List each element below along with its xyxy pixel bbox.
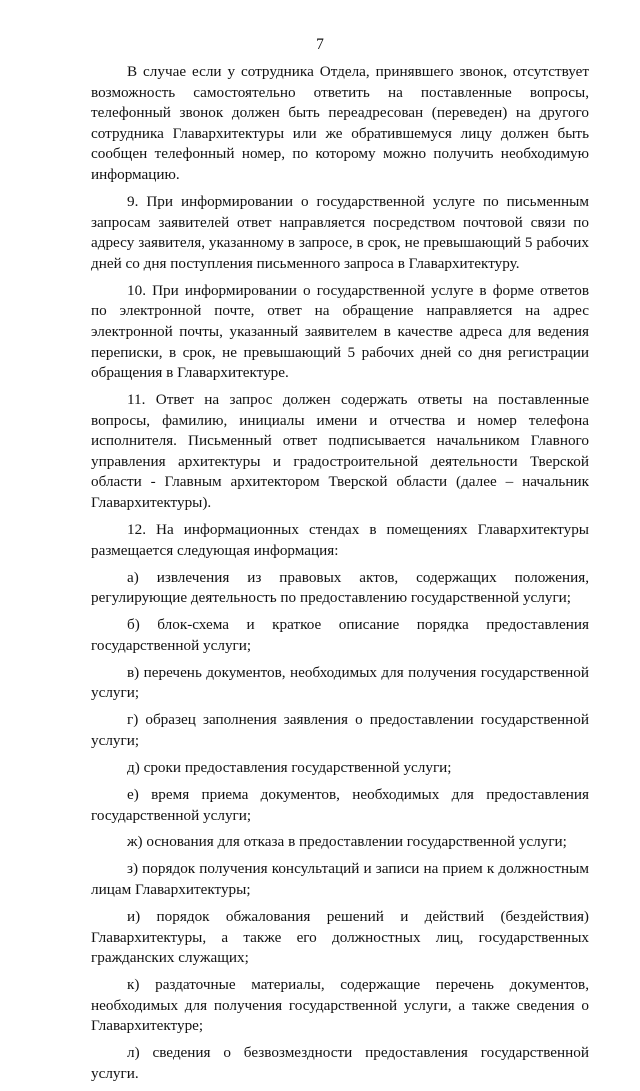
- list-item-b: б) блок-схема и краткое описание порядка предоставления государственной услуги;: [91, 616, 589, 654]
- list-item-z: з) порядок получения консультаций и записи на прием к должностным лицам Главархитектуры;: [91, 860, 589, 899]
- paragraph-9-written-requests: 9. При информировании о государственной услуге по письменным запросам заявителей ответ направляется посредством почтовой связи по адресу заявителя, указанному в запросе, в срок, не превышающий 5 рабочих дней со дня поступления письменного запроса в Главархитектуру.: [91, 192, 589, 272]
- paragraph-11-response-content: 11. Ответ на запрос должен содержать ответы на поставленные вопросы, фамилию, инициалы имени и отчества и номер телефона исполнителя. Письменный ответ подписывается начальником Главного управления архитектуры и градостроительной деятельности Тверской области - Главным архитектором Тверской области (далее – начальник Главархитектуры).: [91, 391, 589, 512]
- paragraph-10-email-requests: 10. При информировании о государственной услуге в форме ответов по электронной почте, ответ на обращение направляется на адрес электронной почты, указанный заявителем в качестве адреса для ведения переписки, в срок, не превышающий 5 рабочих дней со дня регистрации обращения в Главархитектуре.: [91, 281, 589, 382]
- list-item-i: и) порядок обжалования решений и действий (бездействия) Главархитектуры, а также его должностных лиц, государственных гражданских служащих;: [91, 908, 589, 967]
- list-item-v: в) перечень документов, необходимых для получения государственной услуги;: [91, 663, 589, 702]
- paragraph-12-info-stands: 12. На информационных стендах в помещениях Главархитектуры размещается следующая информация:: [91, 521, 589, 559]
- paragraph-call-redirect: В случае если у сотрудника Отдела, принявшего звонок, отсутствует возможность самостоятельно ответить на поставленные вопросы, телефонный звонок должен быть переадресован (переведен) на другого сотрудника Главархитектуры или же обратившемуся лицу должен быть сообщен телефонный номер, по которому можно получить необходимую информацию.: [91, 63, 589, 183]
- document-body: [91, 62, 589, 1091]
- list-item-zh: ж) основания для отказа в предоставлении государственной услуги;: [127, 833, 567, 851]
- page-number: 7: [316, 36, 324, 53]
- list-item-a: а) извлечения из правовых актов, содержащих положения, регулирующие деятельность по предоставлению государственной услуги;: [91, 568, 589, 607]
- list-item-g: г) образец заполнения заявления о предоставлении государственной услуги;: [91, 711, 589, 749]
- list-item-d: д) сроки предоставления государственной услуги;: [127, 758, 452, 776]
- list-item-l: л) сведения о безвозмездности предоставления государственной услуги.: [91, 1044, 589, 1082]
- list-item-e: е) время приема документов, необходимых для предоставления государственной услуги;: [91, 785, 589, 824]
- list-item-k: к) раздаточные материалы, содержащие перечень документов, необходимых для получения государственной услуги, а также сведения о Главархитектуре;: [91, 976, 589, 1035]
